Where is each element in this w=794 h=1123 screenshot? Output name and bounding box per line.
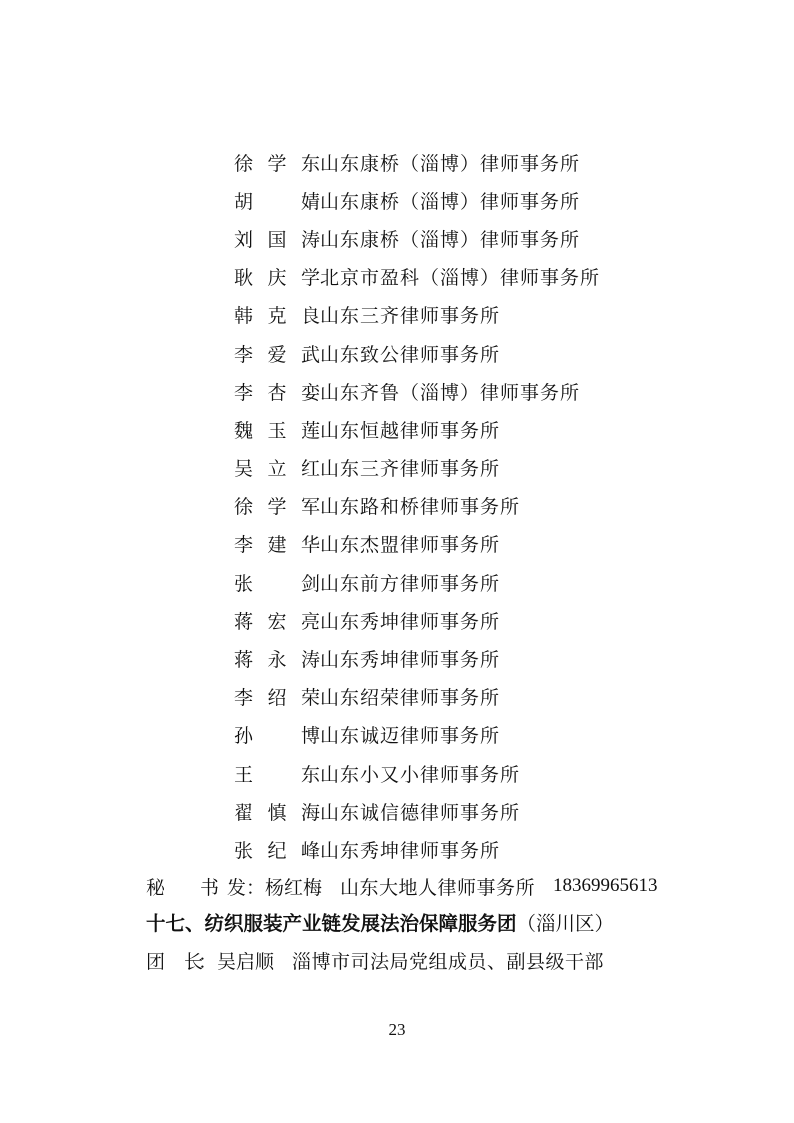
member-name: 蒋宏亮 <box>234 610 320 633</box>
leader-line <box>146 942 604 978</box>
member-firm: 山东杰盟律师事务所 <box>320 534 501 557</box>
member-name: 徐学东 <box>234 152 320 175</box>
member-name: 韩克良 <box>234 305 320 328</box>
member-name: 李绍荣 <box>234 687 320 710</box>
section-heading <box>146 904 614 940</box>
list-item <box>234 143 754 181</box>
list-item <box>234 716 754 754</box>
leader-colon: ： <box>198 950 218 973</box>
member-name: 李爱武 <box>234 343 320 366</box>
member-name: 张纪峰 <box>234 839 320 862</box>
list-item <box>234 487 754 525</box>
leader-position: 淄博市司法局党组成员、副县级干部 <box>292 950 605 973</box>
member-name: 耿庆学 <box>234 267 320 290</box>
member-firm: 山东三齐律师事务所 <box>320 458 501 481</box>
leader-label: 团 长 <box>146 950 204 973</box>
member-firm: 山东秀坤律师事务所 <box>320 610 501 633</box>
list-item <box>234 181 754 219</box>
list-item <box>234 372 754 410</box>
secretary-firm: 山东大地人律师事务所 <box>340 876 536 899</box>
member-name: 李杏娈 <box>234 381 320 404</box>
list-item <box>234 334 754 372</box>
list-item <box>234 754 754 792</box>
list-item <box>234 601 754 639</box>
list-item <box>234 525 754 563</box>
list-item <box>234 296 754 334</box>
member-name: 吴立红 <box>234 458 320 481</box>
list-item <box>234 410 754 448</box>
secretary-name: 杨红梅 <box>265 876 323 899</box>
list-item <box>234 258 754 296</box>
member-firm: 山东康桥（淄博）律师事务所 <box>320 190 581 213</box>
member-name: 李建华 <box>234 534 320 557</box>
member-firm: 山东三齐律师事务所 <box>320 305 501 328</box>
list-item <box>234 792 754 830</box>
leader-name: 吴启顺 <box>217 950 275 973</box>
member-list <box>234 143 754 869</box>
member-firm: 山东秀坤律师事务所 <box>320 839 501 862</box>
member-firm: 山东诚信德律师事务所 <box>320 801 521 824</box>
page-number: 23 <box>388 1020 406 1039</box>
member-firm: 山东恒越律师事务所 <box>320 419 501 442</box>
member-firm: 山东诚迈律师事务所 <box>320 725 501 748</box>
member-firm: 山东康桥（淄博）律师事务所 <box>320 228 581 251</box>
list-item <box>234 678 754 716</box>
member-name: 魏玉莲 <box>234 419 320 442</box>
list-item <box>234 449 754 487</box>
member-firm: 山东路和桥律师事务所 <box>320 496 521 519</box>
member-name: 王 东 <box>234 763 320 786</box>
member-firm: 山东小又小律师事务所 <box>320 763 521 786</box>
section-title: 十七、纺织服装产业链发展法治保障服务团 <box>146 912 517 935</box>
section-district: （淄川区） <box>516 912 615 935</box>
secretary-colon: ： <box>246 876 266 899</box>
member-firm: 山东康桥（淄博）律师事务所 <box>320 152 581 175</box>
member-firm: 山东绍荣律师事务所 <box>320 687 501 710</box>
member-name: 蒋永涛 <box>234 649 320 672</box>
member-firm: 山东齐鲁（淄博）律师事务所 <box>320 381 581 404</box>
secretary-line <box>146 868 658 904</box>
member-name: 张 剑 <box>234 572 320 595</box>
member-firm: 山东前方律师事务所 <box>320 572 501 595</box>
member-firm: 山东致公律师事务所 <box>320 343 501 366</box>
list-item <box>234 639 754 677</box>
member-firm: 山东秀坤律师事务所 <box>320 649 501 672</box>
list-item <box>234 830 754 868</box>
member-name: 孙 博 <box>234 725 320 748</box>
list-item <box>234 219 754 257</box>
secretary-label: 秘 书发 <box>146 876 246 899</box>
member-name: 徐学军 <box>234 496 320 519</box>
member-firm: 北京市盈科（淄博）律师事务所 <box>320 267 601 290</box>
secretary-phone: 18369965613 <box>553 875 658 896</box>
member-name: 刘国涛 <box>234 228 320 251</box>
list-item <box>234 563 754 601</box>
member-name: 翟慎海 <box>234 801 320 824</box>
member-name: 胡 婧 <box>234 190 320 213</box>
